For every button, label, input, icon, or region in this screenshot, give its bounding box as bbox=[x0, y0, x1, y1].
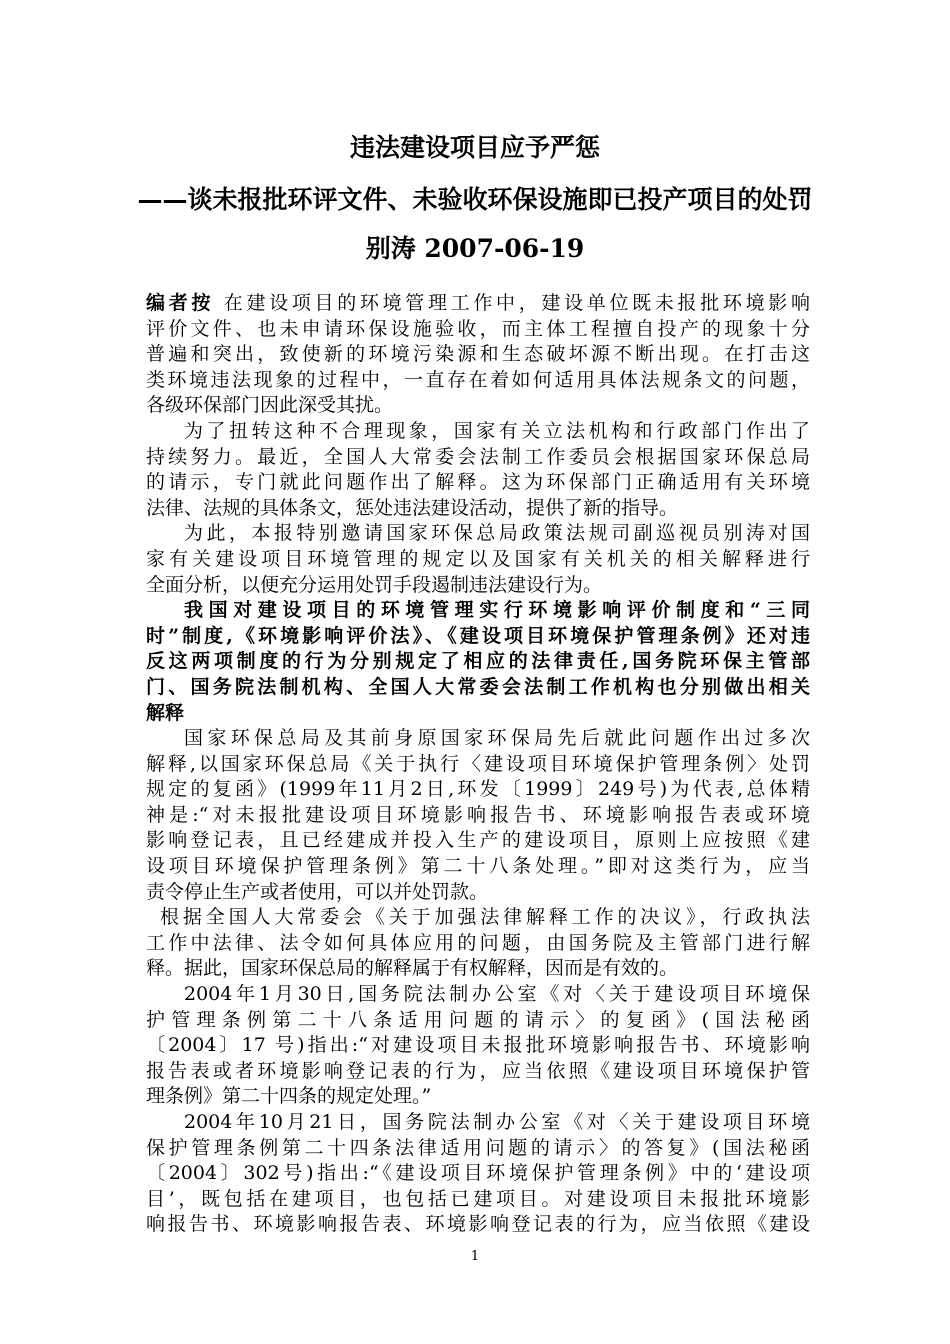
paragraph-line: 家有关建设项目环境管理的规定以及国家有关机关的相关解释进行 bbox=[146, 547, 810, 570]
paragraph-line: 国家环保总局及其前身原国家环保局先后就此问题作出过多次 bbox=[184, 727, 810, 750]
paragraph-line: 神是:“对未报批建设项目环境影响报告书、环境影响报告表或环境 bbox=[146, 803, 810, 826]
editor-note-label: 编者按 bbox=[146, 292, 215, 314]
paragraph-line: 编者按 在建设项目的环境管理工作中，建设单位既未报批环境影响 bbox=[146, 292, 810, 314]
paragraph-line: 2004年1月30日,国务院法制办公室《对〈关于建设项目环境保 bbox=[184, 983, 810, 1006]
page-subtitle: ——谈未报批环评文件、未验收环保设施即已投产项目的处罚 bbox=[137, 185, 813, 214]
byline: 别涛 2007-06-19 bbox=[365, 234, 585, 263]
section-heading-line: 门、国务院法制机构、全国人大常委会法制工作机构也分别做出相关 bbox=[146, 675, 810, 698]
paragraph-line: 持续努力。最近，全国人大常委会法制工作委员会根据国家环保总局 bbox=[146, 445, 810, 468]
paragraph-line: 法律、法规的具体条文，惩处违法建设活动，提供了新的指导。 bbox=[146, 496, 679, 519]
paragraph-line: 的请示，专门就此问题作出了解释。这为环保部门正确适用有关环境 bbox=[146, 471, 810, 494]
paragraph-line: 普遍和突出，致使新的环境污染源和生态破坏源不断出现。在打击这 bbox=[146, 343, 810, 366]
paragraph-line: 影响登记表，且已经建成并投入生产的建设项目，原则上应按照《建 bbox=[146, 829, 810, 852]
paragraph-line: 〔2004〕302号)指出:“《建设项目环境保护管理条例》中的‘建设项 bbox=[146, 1162, 810, 1185]
paragraph-line: 为此，本报特别邀请国家环保总局政策法规司副巡视员别涛对国 bbox=[184, 522, 810, 545]
paragraph-line: 工作中法律、法令如何具体应用的问题，由国务院及主管部门进行解 bbox=[146, 931, 810, 954]
article-body bbox=[146, 291, 810, 1238]
paragraph-line: 护管理条例第二十八条适用问题的请示〉的复函》(国法秘函 bbox=[146, 1008, 810, 1031]
paragraph-line: 设项目环境保护管理条例》第二十八条处理。”即对这类行为，应当 bbox=[146, 855, 810, 878]
paragraph-line: 释。据此，国家环保总局的解释属于有权解释，因而是有效的。 bbox=[146, 957, 679, 980]
paragraph-line: 根据全国人大常委会《关于加强法律解释工作的决议》，行政执法 bbox=[160, 906, 810, 929]
section-heading-line: 解释 bbox=[146, 701, 185, 724]
paragraph-line: 目’，既包括在建项目，也包括已建项目。对建设项目未报批环境影 bbox=[146, 1187, 810, 1210]
page-title: 违法建设项目应予严惩 bbox=[349, 133, 600, 162]
paragraph-line: 类环境违法现象的过程中，一直存在着如何适用具体法规条文的问题， bbox=[146, 368, 810, 391]
paragraph-line: 理条例》第二十四条的规定处理。” bbox=[146, 1085, 432, 1108]
paragraph-line: 解释,以国家环保总局《关于执行〈建设项目环境保护管理条例〉处罚 bbox=[146, 752, 810, 775]
paragraph-line: 报告表或者环境影响登记表的行为，应当依照《建设项目环境保护管 bbox=[146, 1059, 810, 1082]
paragraph-line: 各级环保部门因此深受其扰。 bbox=[146, 394, 394, 417]
paragraph-line: 评价文件、也未申请环保设施验收，而主体工程擅自投产的现象十分 bbox=[146, 317, 810, 340]
paragraph-line: 为了扭转这种不合理现象，国家有关立法机构和行政部门作出了 bbox=[184, 419, 810, 442]
section-heading-line: 我国对建设项目的环境管理实行环境影响评价制度和“三同 bbox=[184, 599, 810, 622]
paragraph-line: 2004年10月21日，国务院法制办公室《对〈关于建设项目环境 bbox=[184, 1111, 810, 1133]
paragraph-line: 规定的复函》(1999年11月2日,环发〔1999〕249号)为代表,总体精 bbox=[146, 778, 810, 801]
page-number: 1 bbox=[470, 1249, 480, 1264]
paragraph-line: 全面分析，以便充分运用处罚手段遏制违法建设行为。 bbox=[146, 573, 603, 596]
paragraph-line: 保护管理条例第二十四条法律适用问题的请示〉的答复》(国法秘函 bbox=[146, 1136, 810, 1159]
paragraph-line: 责令停止生产或者使用，可以并处罚款。 bbox=[146, 880, 489, 903]
section-heading-line: 反这两项制度的行为分别规定了相应的法律责任,国务院环保主管部 bbox=[146, 650, 810, 673]
paragraph-line: 响报告书、环境影响报告表、环境影响登记表的行为，应当依照《建设 bbox=[146, 1213, 810, 1236]
paragraph-line: 〔2004〕17 号)指出:“对建设项目未报批环境影响报告书、环境影响 bbox=[146, 1034, 810, 1057]
section-heading-line: 时”制度,《环境影响评价法》、《建设项目环境保护管理条例》还对违 bbox=[146, 624, 810, 647]
